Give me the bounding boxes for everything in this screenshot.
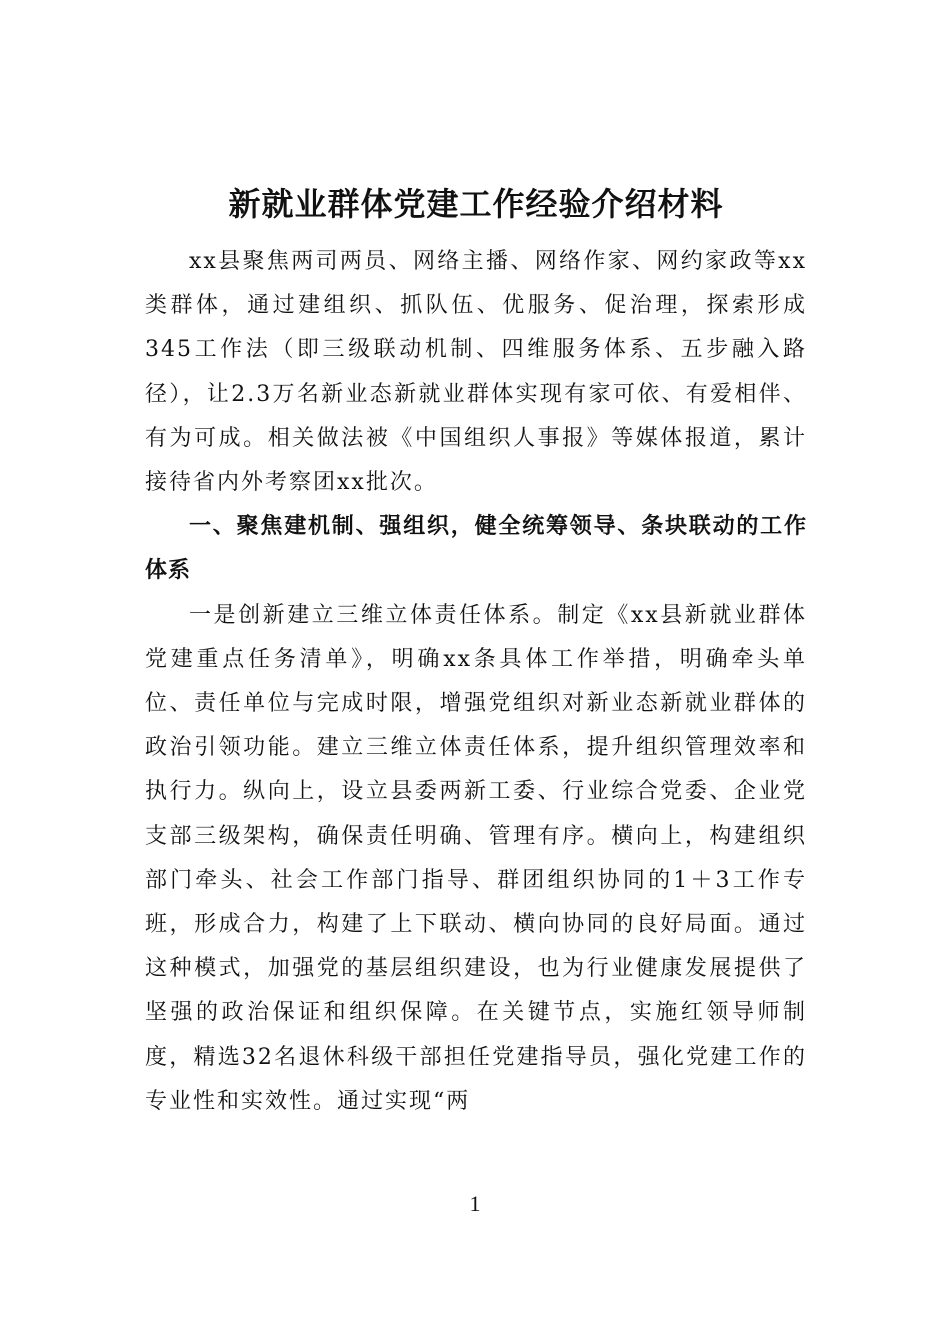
page-number: 1: [469, 1191, 481, 1216]
document-title: 新就业群体党建工作经验介绍材料: [228, 185, 724, 223]
document-body: [145, 178, 807, 1124]
section-heading: 一、聚焦建机制、强组织，健全统筹领导、条块联动的工作体系: [145, 514, 807, 584]
body-paragraph: 一是创新建立三维立体责任体系。制定《xx县新就业群体党建重点任务清单》，明确xx条具体工作举措，明确牵头单位、责任单位与完成时限，增强党组织对新业态新就业群体的政治引领功能。建立三维立体责任体系，提升组织管理效率和执行力。纵向上，设立县委两新工委、行业综合党委、企业党支部三级架构，确保责任明确、管理有序。横向上，构建组织部门牵头、社会工作部门指导、群团组织协同的1＋3工作专班，形成合力，构建了上下联动、横向协同的良好局面。通过这种模式，加强党的基层组织建设，也为行业健康发展提供了坚强的政治保证和组织保障。在关键节点，实施红领导师制度，精选32名退休科级干部担任党建指导员，强化党建工作的专业性和实效性。通过实现“两: [145, 602, 807, 1114]
intro-paragraph: xx县聚焦两司两员、网络主播、网络作家、网约家政等xx类群体，通过建组织、抓队伍、优服务、促治理，探索形成345工作法（即三级联动机制、四维服务体系、五步融入路径），让2.3万名新业态新就业群体实现有家可依、有爱相伴、有为可成。相关做法被《中国组织人事报》等媒体报道，累计接待省内外考察团xx批次。: [145, 249, 807, 496]
